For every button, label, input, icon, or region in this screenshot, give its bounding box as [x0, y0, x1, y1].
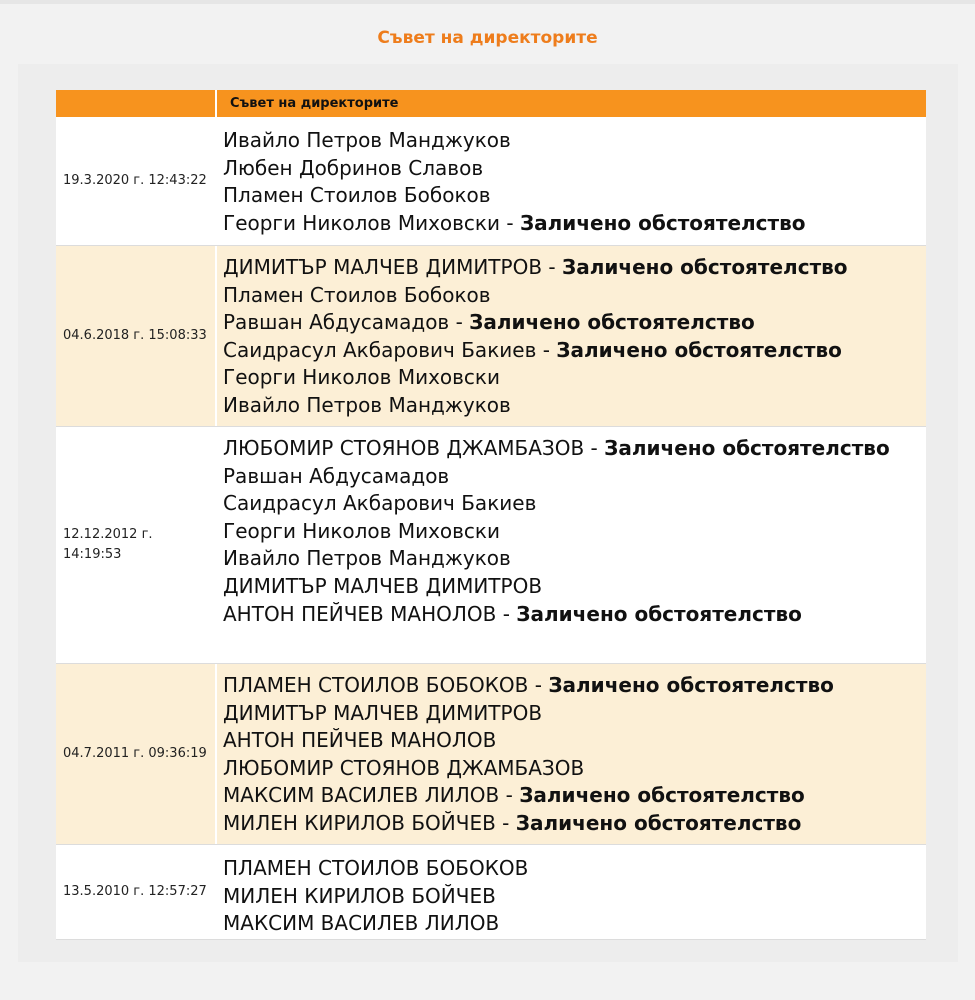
status-text: Заличено обстоятелство	[548, 673, 834, 697]
director-name: АНТОН ПЕЙЧЕВ МАНОЛОВ	[223, 728, 497, 753]
director-name: Равшан Абдусамадов	[223, 463, 450, 488]
table-row	[56, 117, 926, 246]
row-names	[217, 664, 926, 844]
director-entry	[223, 182, 926, 210]
director-entry	[223, 518, 926, 546]
page-title: Съвет на директорите	[377, 28, 598, 48]
director-name: Любен Добринов Славов	[223, 155, 484, 180]
director-entry: ДИМИТЪР МАЛЧЕВ ДИМИТРОВ - Заличено обстоятелство	[223, 255, 848, 279]
director-name: МАКСИМ ВАСИЛЕВ ЛИЛОВ	[223, 911, 500, 936]
director-entry	[223, 700, 926, 728]
row-names	[217, 117, 926, 245]
table-row	[56, 845, 926, 940]
row-date: 19.3.2020 г. 12:43:22	[56, 117, 217, 245]
director-name: Георги Николов Миховски	[223, 210, 501, 235]
director-entry: Равшан Абдусамадов - Заличено обстоятелство	[223, 310, 755, 335]
status-text: Заличено обстоятелство	[556, 337, 842, 362]
director-name: МИЛЕН КИРИЛОВ БОЙЧЕВ	[223, 810, 496, 835]
director-entry: МИЛЕН КИРИЛОВ БОЙЧЕВ - Заличено обстоятелство	[223, 810, 802, 835]
director-name: МИЛЕН КИРИЛОВ БОЙЧЕВ	[223, 883, 496, 908]
table-header-title: Съвет на директорите	[230, 96, 399, 111]
director-entry	[223, 392, 926, 420]
status-text: Заличено обстоятелство	[519, 783, 805, 808]
director-name: ДИМИТЪР МАЛЧЕВ ДИМИТРОВ	[223, 700, 543, 725]
table-row	[56, 246, 926, 427]
status-text: Заличено обстоятелство	[515, 810, 802, 835]
director-name: ДИМИТЪР МАЛЧЕВ ДИМИТРОВ	[223, 255, 543, 279]
director-name: АНТОН ПЕЙЧЕВ МАНОЛОВ	[223, 601, 497, 626]
director-name: Пламен Стоилов Бобоков	[223, 183, 491, 208]
director-entry	[223, 910, 926, 938]
director-entry	[223, 855, 926, 883]
director-name: Саидрасул Акбарович Бакиев	[223, 337, 537, 362]
director-entry	[223, 573, 926, 601]
director-name: ЛЮБОМИР СТОЯНОВ ДЖАМБАЗОВ	[223, 755, 585, 780]
director-name: Ивайло Петров Манджуков	[223, 546, 511, 571]
director-entry: МАКСИМ ВАСИЛЕВ ЛИЛОВ - Заличено обстоятелство	[223, 783, 805, 808]
row-date: 12.12.2012 г. 14:19:53	[56, 427, 217, 663]
table-row	[56, 427, 926, 664]
director-name: Ивайло Петров Манджуков	[223, 128, 511, 152]
table-header	[56, 90, 926, 117]
director-name: Георги Николов Миховски	[223, 365, 501, 390]
director-name: Ивайло Петров Манджуков	[223, 392, 511, 417]
director-name: МАКСИМ ВАСИЛЕВ ЛИЛОВ	[223, 783, 500, 808]
status-text: Заличено обстоятелство	[561, 255, 848, 279]
row-names	[217, 246, 926, 426]
director-entry	[223, 155, 926, 183]
status-text: Заличено обстоятелство	[519, 210, 806, 235]
director-entry	[223, 883, 926, 911]
status-text: Заличено обстоятелство	[604, 436, 890, 460]
director-name: Георги Николов Миховски	[223, 518, 501, 543]
director-entry: Саидрасул Акбарович Бакиев - Заличено обстоятелство	[223, 337, 842, 362]
row-date: 04.7.2011 г. 09:36:19	[56, 664, 217, 844]
status-text: Заличено обстоятелство	[469, 310, 755, 335]
row-date: 13.5.2010 г. 12:57:27	[56, 845, 217, 939]
director-entry	[223, 282, 926, 310]
director-entry	[223, 463, 926, 491]
top-divider	[0, 0, 975, 4]
director-name: ЛЮБОМИР СТОЯНОВ ДЖАМБАЗОВ	[223, 436, 585, 460]
director-name: Пламен Стоилов Бобоков	[223, 282, 491, 307]
director-entry	[223, 364, 926, 392]
table-header-date-column	[56, 90, 217, 117]
director-name: Саидрасул Акбарович Бакиев	[223, 491, 537, 516]
director-entry: ПЛАМЕН СТОИЛОВ БОБОКОВ - Заличено обстоятелство	[223, 673, 834, 697]
director-entry: ЛЮБОМИР СТОЯНОВ ДЖАМБАЗОВ - Заличено обстоятелство	[223, 436, 890, 460]
status-text: Заличено обстоятелство	[516, 601, 802, 626]
director-entry: АНТОН ПЕЙЧЕВ МАНОЛОВ - Заличено обстоятелство	[223, 601, 802, 626]
table-row	[56, 664, 926, 845]
director-name: ПЛАМЕН СТОИЛОВ БОБОКОВ	[223, 856, 529, 880]
row-names	[217, 427, 926, 663]
row-names	[217, 845, 926, 939]
director-entry	[223, 545, 926, 573]
director-entry	[223, 727, 926, 755]
director-entry: Георги Николов Миховски - Заличено обстоятелство	[223, 210, 806, 235]
board-of-directors-table	[56, 90, 926, 940]
director-name: ДИМИТЪР МАЛЧЕВ ДИМИТРОВ	[223, 573, 543, 598]
row-date: 04.6.2018 г. 15:08:33	[56, 246, 217, 426]
director-name: ПЛАМЕН СТОИЛОВ БОБОКОВ	[223, 673, 529, 697]
director-entry	[223, 127, 926, 155]
director-entry	[223, 755, 926, 783]
director-name: Равшан Абдусамадов	[223, 310, 450, 335]
director-entry	[223, 490, 926, 518]
